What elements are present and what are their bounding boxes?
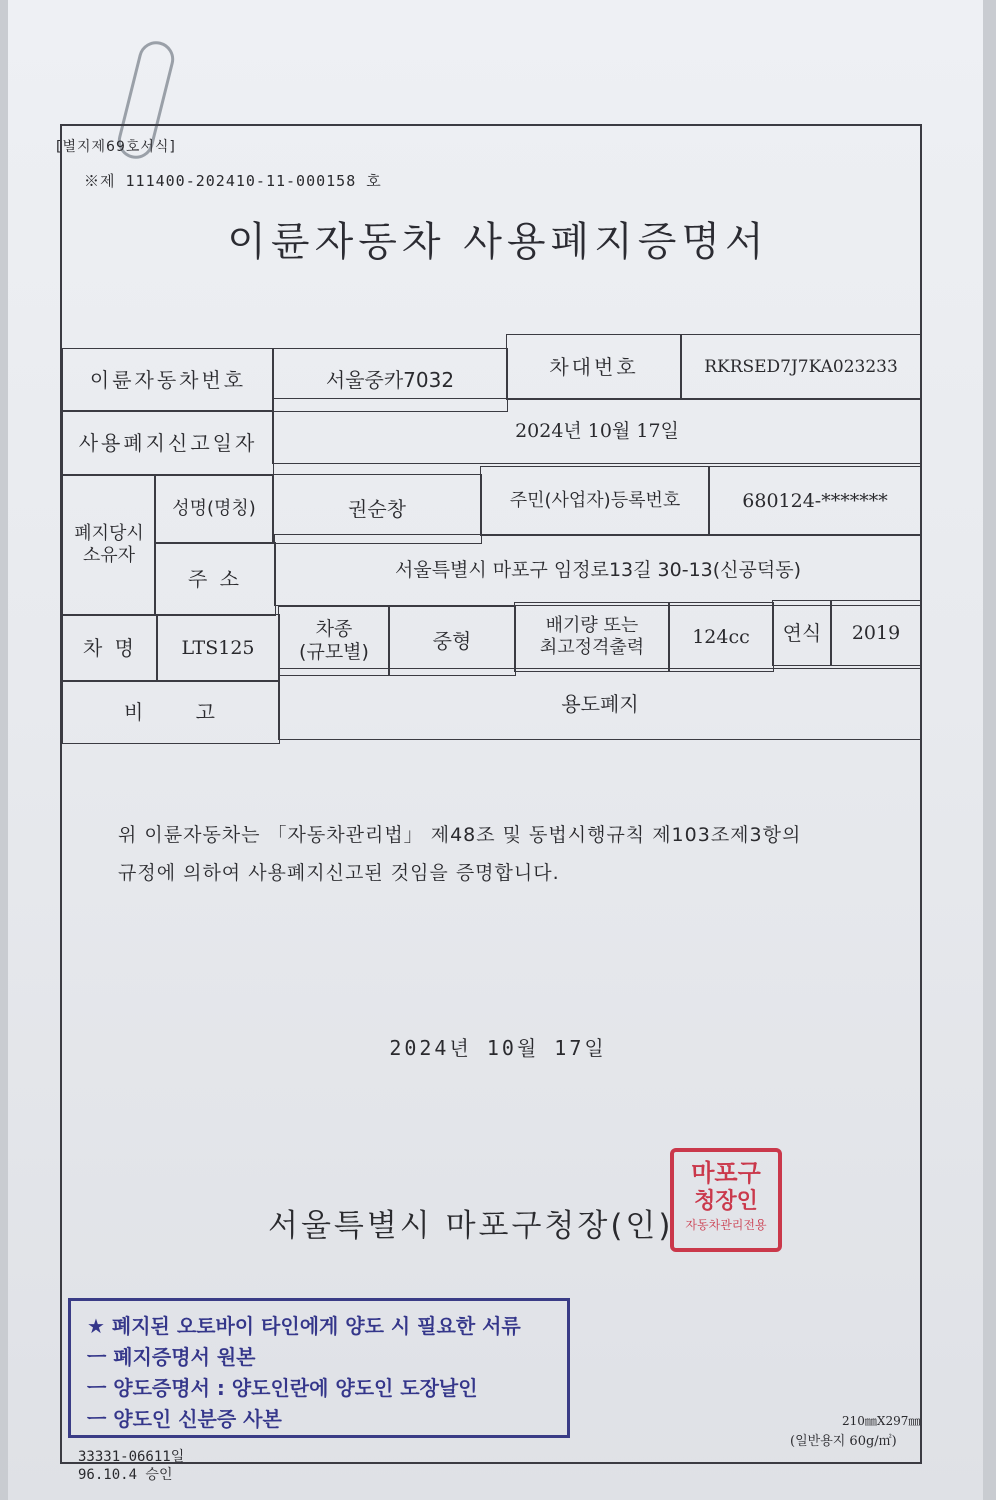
registration-number: 680124-******* — [708, 466, 922, 536]
vehicle-model: LTS125 — [156, 614, 280, 682]
vehicle-type-label — [278, 606, 390, 676]
vehicle-number: 서울중카7032 — [272, 348, 508, 412]
vehicle-type-label-line2: (규모별) — [299, 641, 369, 663]
document-title: 이륜자동차 사용폐지증명서 — [227, 219, 769, 265]
paper-size: 210㎜X297㎜ — [842, 1414, 921, 1428]
owner-address: 서울특별시 마포구 임정로13길 30-13(신공덕동) — [274, 534, 922, 606]
vehicle-type-label-line1: 차종 — [315, 618, 353, 641]
owner-name: 권순창 — [272, 474, 482, 544]
statement-line-2: 규정에 의하여 사용폐지신고된 것임을 증명합니다. — [118, 862, 560, 884]
displacement-label-line1: 배기량 또는 — [545, 615, 639, 637]
displacement-label-line2: 최고정격출력 — [539, 637, 645, 658]
seal-line-1: 마포구 — [691, 1159, 761, 1187]
model-label: 차 명 — [62, 614, 158, 682]
chassis-number: RKRSED7J7KA023233 — [680, 334, 922, 400]
notice-stamp — [68, 1298, 570, 1438]
document-number: ※제 111400-202410-11-000158 호 — [84, 172, 382, 190]
statement-line-1: 위 이륜자동차는 「자동차관리법」 제48조 및 동법시행규칙 제103조제3항의 — [118, 824, 802, 846]
report-date: 2024년 10월 17일 — [272, 398, 922, 464]
model-year: 2019 — [830, 600, 922, 666]
form-id: [별지제69호서식] — [56, 139, 176, 155]
issue-date: 2024년 10월 17일 — [389, 1036, 607, 1060]
registration-number-label: 주민(사업자)등록번호 — [480, 466, 710, 536]
seal-line-3: 자동차관리전용 — [685, 1218, 767, 1232]
model-year-label: 연식 — [772, 600, 832, 666]
stamp-line-1: ★ 폐지된 오토바이 타인에게 양도 시 필요한 서류 — [87, 1314, 521, 1338]
remarks: 용도폐지 — [278, 668, 922, 740]
displacement: 124cc — [668, 602, 774, 672]
address-label: 주 소 — [154, 542, 276, 616]
vehicle-number-label: 이륜자동차번호 — [62, 348, 274, 412]
owner-name-label: 성명(명칭) — [154, 474, 274, 544]
seal-line-2: 청장인 — [694, 1189, 758, 1214]
owner-group-label: 폐지당시 소유자 — [62, 474, 156, 616]
stamp-line-4: ㅡ 양도인 신분증 사본 — [87, 1407, 282, 1431]
chassis-number-label: 차대번호 — [506, 334, 682, 400]
issuer: 서울특별시 마포구청장(인) — [268, 1208, 674, 1244]
stamp-line-3: ㅡ 양도증명서 : 양도인란에 양도인 도장날인 — [87, 1376, 478, 1400]
remarks-label: 비 고 — [62, 680, 280, 744]
displacement-label — [514, 602, 670, 672]
approval-number: 33331-06611일 — [78, 1449, 185, 1465]
approval-date: 96.10.4 승인 — [78, 1467, 173, 1483]
official-seal — [670, 1148, 782, 1252]
vehicle-type: 중형 — [388, 606, 516, 676]
paper-type: (일반용지 60g/㎡) — [790, 1434, 897, 1449]
certificate-frame — [60, 124, 922, 1464]
stamp-line-2: ㅡ 폐지증명서 원본 — [87, 1345, 256, 1369]
report-date-label: 사용폐지신고일자 — [62, 410, 274, 476]
